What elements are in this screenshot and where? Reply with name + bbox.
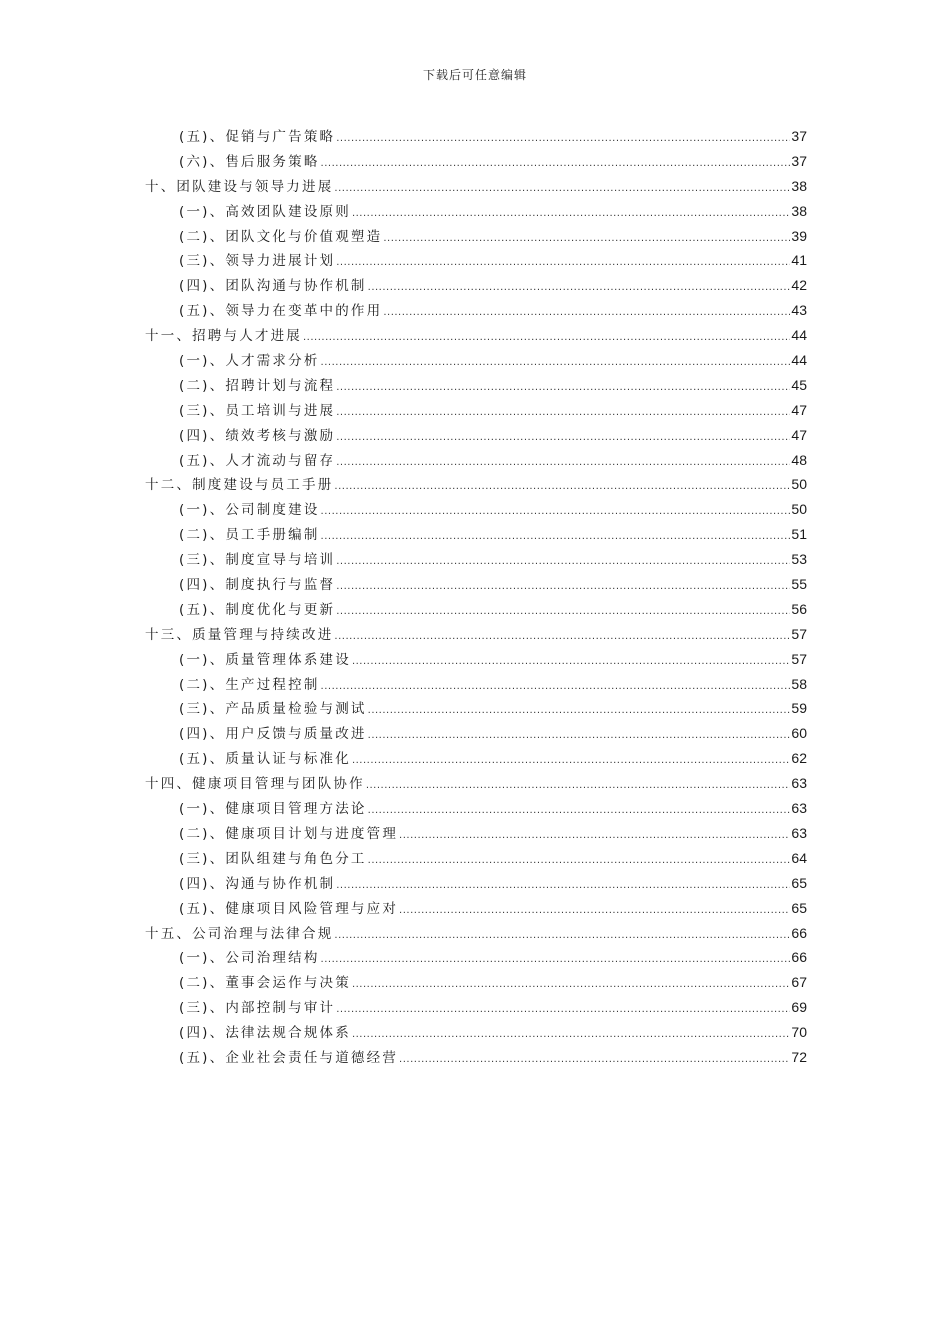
toc-entry[interactable] (145, 273, 807, 298)
toc-dot-leader (334, 625, 790, 650)
toc-entry-page-number: 65 (791, 874, 807, 891)
toc-entry[interactable] (145, 398, 807, 423)
toc-entry[interactable] (145, 1020, 807, 1045)
table-of-contents (145, 124, 807, 1070)
toc-dot-leader (336, 874, 790, 899)
toc-entry-title: 十四、健康项目管理与团队协作 (145, 776, 365, 793)
toc-entry-title: (一)、公司治理结构 (179, 950, 320, 967)
toc-entry[interactable] (145, 174, 807, 199)
toc-entry-page-number: 39 (791, 227, 807, 244)
toc-entry-page-number: 53 (791, 551, 807, 568)
toc-entry-page-number: 59 (791, 700, 807, 717)
toc-entry-page-number: 38 (791, 177, 807, 194)
toc-entry-title: (三)、内部控制与审计 (179, 1000, 336, 1017)
toc-entry-page-number: 44 (791, 352, 807, 369)
toc-entry[interactable] (145, 696, 807, 721)
toc-entry-page-number: 43 (791, 302, 807, 319)
toc-entry[interactable] (145, 522, 807, 547)
toc-entry-page-number: 60 (791, 725, 807, 742)
toc-entry-title: 十五、公司治理与法律合规 (145, 925, 334, 942)
toc-entry-page-number: 69 (791, 999, 807, 1016)
toc-dot-leader (368, 276, 791, 301)
toc-entry-title: (一)、公司制度建设 (179, 502, 320, 519)
toc-entry-title: (四)、沟通与协作机制 (179, 875, 336, 892)
toc-entry-page-number: 64 (791, 849, 807, 866)
toc-entry-page-number: 44 (791, 327, 807, 344)
toc-entry[interactable] (145, 472, 807, 497)
toc-entry-title: (五)、领导力在变革中的作用 (179, 303, 383, 320)
toc-entry-title: (三)、团队组建与角色分工 (179, 850, 367, 867)
toc-entry[interactable] (145, 149, 807, 174)
toc-entry-title: (五)、企业社会责任与道德经营 (179, 1049, 399, 1066)
toc-entry-page-number: 41 (791, 252, 807, 269)
toc-entry[interactable] (145, 622, 807, 647)
toc-entry-title: (四)、制度执行与监督 (179, 577, 336, 594)
toc-dot-leader (352, 202, 790, 227)
toc-entry[interactable] (145, 846, 807, 871)
toc-entry-page-number: 38 (791, 202, 807, 219)
toc-entry-title: (四)、团队沟通与协作机制 (179, 278, 367, 295)
toc-entry-title: (五)、促销与广告策略 (179, 129, 336, 145)
toc-entry[interactable] (145, 995, 807, 1020)
toc-entry-page-number: 67 (791, 974, 807, 991)
toc-entry-page-number: 63 (791, 800, 807, 817)
toc-entry-title: (三)、领导力进展计划 (179, 253, 336, 270)
toc-entry[interactable] (145, 248, 807, 273)
toc-dot-leader (368, 699, 791, 724)
toc-dot-leader (334, 177, 790, 202)
toc-entry-title: (五)、质量认证与标准化 (179, 751, 351, 768)
toc-entry-title: (三)、产品质量检验与测试 (179, 701, 367, 718)
toc-entry[interactable] (145, 771, 807, 796)
toc-entry-title: (二)、员工手册编制 (179, 527, 320, 544)
toc-entry[interactable] (145, 597, 807, 622)
toc-dot-leader (336, 401, 790, 426)
toc-entry-title: 十、团队建设与领导力进展 (145, 178, 334, 195)
toc-entry-page-number: 42 (791, 277, 807, 294)
toc-entry-page-number: 63 (791, 775, 807, 792)
toc-entry-page-number: 50 (791, 501, 807, 518)
toc-dot-leader (334, 924, 790, 949)
toc-dot-leader (321, 351, 791, 376)
toc-entry-title: (五)、人才流动与留存 (179, 452, 336, 469)
toc-entry-title: (四)、用户反馈与质量改进 (179, 726, 367, 743)
toc-dot-leader (321, 152, 791, 177)
toc-entry[interactable] (145, 672, 807, 697)
toc-dot-leader (336, 251, 790, 276)
toc-entry-page-number: 58 (791, 675, 807, 692)
toc-dot-leader (336, 600, 790, 625)
toc-dot-leader (321, 948, 791, 973)
toc-entry[interactable] (145, 224, 807, 249)
toc-entry[interactable] (145, 821, 807, 846)
toc-dot-leader (383, 227, 790, 252)
toc-entry-page-number: 63 (791, 824, 807, 841)
toc-dot-leader (368, 849, 791, 874)
toc-entry-page-number: 47 (791, 401, 807, 418)
toc-entry-title: (三)、制度宣导与培训 (179, 552, 336, 569)
toc-entry-title: (一)、质量管理体系建设 (179, 651, 351, 668)
toc-entry[interactable] (145, 970, 807, 995)
toc-entry-title: (一)、人才需求分析 (179, 353, 320, 370)
toc-entry-page-number: 37 (791, 128, 807, 144)
toc-entry[interactable] (145, 423, 807, 448)
toc-entry[interactable] (145, 572, 807, 597)
toc-entry-page-number: 48 (791, 451, 807, 468)
toc-entry-page-number: 66 (791, 924, 807, 941)
toc-dot-leader (368, 724, 791, 749)
toc-entry-title: (二)、团队文化与价值观塑造 (179, 228, 383, 245)
toc-entry-title: (二)、健康项目计划与进度管理 (179, 825, 399, 842)
toc-entry[interactable] (145, 373, 807, 398)
toc-entry[interactable] (145, 896, 807, 921)
toc-entry-title: (四)、绩效考核与激励 (179, 427, 336, 444)
toc-entry[interactable] (145, 124, 807, 149)
toc-entry-page-number: 45 (791, 376, 807, 393)
toc-dot-leader (383, 301, 790, 326)
toc-entry[interactable] (145, 448, 807, 473)
toc-entry-title: (一)、健康项目管理方法论 (179, 801, 367, 818)
toc-entry-page-number: 55 (791, 576, 807, 593)
toc-dot-leader (336, 451, 790, 476)
toc-entry-title: 十一、招聘与人才进展 (145, 328, 302, 345)
toc-entry[interactable] (145, 323, 807, 348)
toc-dot-leader (399, 824, 790, 849)
toc-dot-leader (321, 525, 791, 550)
toc-entry[interactable] (145, 497, 807, 522)
toc-entry-page-number: 62 (791, 750, 807, 767)
toc-entry[interactable] (145, 647, 807, 672)
toc-entry-title: (六)、售后服务策略 (179, 153, 320, 170)
toc-entry-title: 十三、质量管理与持续改进 (145, 626, 334, 643)
toc-entry[interactable] (145, 945, 807, 970)
toc-entry-title: (五)、健康项目风险管理与应对 (179, 900, 399, 917)
toc-dot-leader (399, 899, 790, 924)
toc-entry-page-number: 56 (791, 600, 807, 617)
toc-entry-page-number: 70 (791, 1024, 807, 1041)
toc-entry-title: (二)、招聘计划与流程 (179, 377, 336, 394)
toc-dot-leader (336, 575, 790, 600)
toc-entry[interactable] (145, 547, 807, 572)
toc-dot-leader (303, 326, 790, 351)
toc-dot-leader (321, 675, 791, 700)
toc-entry-page-number: 47 (791, 426, 807, 443)
toc-entry-page-number: 57 (791, 625, 807, 642)
toc-dot-leader (336, 550, 790, 575)
page-header: 下载后可任意编辑 (422, 68, 527, 82)
toc-entry-title: (五)、制度优化与更新 (179, 601, 336, 618)
toc-entry-page-number: 50 (791, 476, 807, 493)
toc-entry-title: (三)、员工培训与进展 (179, 402, 336, 419)
toc-entry-title: 十二、制度建设与员工手册 (145, 477, 334, 494)
toc-dot-leader (352, 749, 790, 774)
toc-entry[interactable] (145, 746, 807, 771)
toc-dot-leader (368, 799, 791, 824)
toc-dot-leader (336, 426, 790, 451)
toc-entry-page-number: 65 (791, 899, 807, 916)
toc-entry[interactable] (145, 796, 807, 821)
toc-dot-leader (352, 1023, 790, 1048)
toc-entry-page-number: 72 (791, 1048, 807, 1065)
toc-entry-page-number: 51 (791, 526, 807, 543)
toc-entry[interactable] (145, 921, 807, 946)
toc-dot-leader (336, 127, 790, 152)
toc-entry-page-number: 57 (791, 650, 807, 667)
toc-dot-leader (352, 650, 790, 675)
toc-entry[interactable] (145, 871, 807, 896)
toc-entry-title: (二)、生产过程控制 (179, 676, 320, 693)
toc-entry[interactable] (145, 348, 807, 373)
toc-dot-leader (334, 475, 790, 500)
toc-entry[interactable] (145, 298, 807, 323)
toc-entry[interactable] (145, 1045, 807, 1070)
toc-entry-title: (四)、法律法规合规体系 (179, 1025, 351, 1042)
toc-dot-leader (352, 973, 790, 998)
toc-entry[interactable] (145, 721, 807, 746)
toc-dot-leader (399, 1048, 790, 1073)
toc-entry-page-number: 66 (791, 949, 807, 966)
toc-entry[interactable] (145, 199, 807, 224)
toc-entry-page-number: 37 (791, 152, 807, 169)
toc-entry-title: (一)、高效团队建设原则 (179, 203, 351, 220)
toc-dot-leader (366, 774, 791, 799)
toc-entry-title: (二)、董事会运作与决策 (179, 975, 351, 992)
toc-dot-leader (321, 500, 791, 525)
toc-dot-leader (336, 376, 790, 401)
toc-dot-leader (336, 998, 790, 1023)
